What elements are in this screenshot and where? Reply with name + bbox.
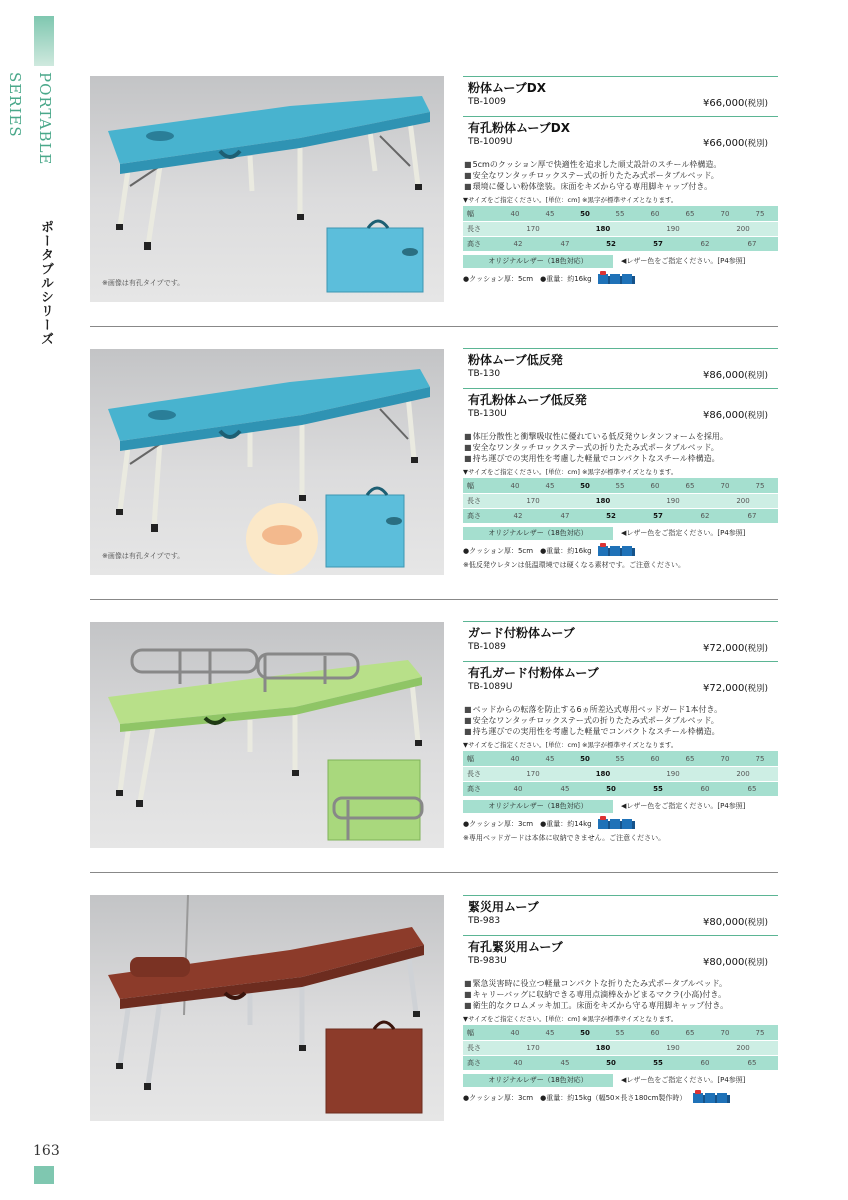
- series-title-en: PORTABLE SERIES: [6, 72, 54, 166]
- model-price: ¥86,000(税別): [703, 370, 768, 381]
- size-row-height: 高さ 42 47 52 57 62 67: [463, 508, 778, 523]
- leather-button: オリジナルレザー（18色対応）: [463, 255, 613, 268]
- size-row-length: 長さ 170 180 190 200: [463, 493, 778, 508]
- size-row-length: 長さ 170 180 190 200: [463, 766, 778, 781]
- model-price: ¥72,000(税別): [703, 643, 768, 654]
- feature-list: [463, 978, 778, 1011]
- model-name: 粉体ムーブ低反発: [468, 353, 563, 367]
- series-title-jp: ポータブルシリーズ: [38, 220, 53, 346]
- size-row-length: 長さ 170 180 190 200: [463, 1040, 778, 1055]
- color-cubes-icon: [693, 1093, 727, 1103]
- color-cubes-icon: [598, 546, 632, 556]
- feature-item: ■ 持ち運びでの実用性を考慮した軽量でコンパクトなスチール枠構造。: [464, 453, 778, 464]
- spec-line: ●クッション厚：3cm ●重量：約15kg（幅50×長さ180cm製作時）: [463, 1090, 778, 1106]
- size-row-width: 幅 40 45 50 55 60 65 70 75: [463, 206, 778, 221]
- product-info-tb130: [463, 348, 778, 571]
- leather-note: ◀レザー色をご指定ください。[P4参照]: [621, 257, 746, 265]
- size-table: [463, 1025, 778, 1070]
- feature-item: ■ 5cmのクッション厚で快適性を追求した頑丈設計のスチール枠構造。: [464, 159, 778, 170]
- leather-note: ◀レザー色をご指定ください。[P4参照]: [621, 802, 746, 810]
- model-code: TB-1009: [468, 97, 506, 107]
- size-note: ▼サイズをご指定ください。[単位：cm] ※黒字が標準サイズとなります。: [463, 196, 678, 204]
- model-price: ¥66,000(税別): [703, 138, 768, 149]
- feature-item: ■ ベッドからの転落を防止する6ヵ所差込式専用ベッドガード1本付き。: [464, 704, 778, 715]
- model-price: ¥66,000(税別): [703, 98, 768, 109]
- product-photo-tb1089: [90, 622, 444, 848]
- feature-list: [463, 704, 778, 737]
- product-info-tb1009: [463, 76, 778, 287]
- spine-accent-bottom: [34, 1166, 54, 1184]
- color-cubes-icon: [598, 819, 632, 829]
- model-price: ¥72,000(税別): [703, 683, 768, 694]
- photo-note: ※画像は有孔タイプです。: [102, 552, 185, 560]
- color-cubes-icon: [598, 274, 632, 284]
- product-info-tb983: [463, 895, 778, 1106]
- model-row: [463, 116, 778, 156]
- feature-list: [463, 431, 778, 464]
- size-row-width: 幅 40 45 50 55 60 65 70 75: [463, 1025, 778, 1040]
- size-note: ▼サイズをご指定ください。[単位：cm] ※黒字が標準サイズとなります。: [463, 468, 678, 476]
- size-row-length: 長さ 170 180 190 200: [463, 221, 778, 236]
- model-price: ¥80,000(税別): [703, 957, 768, 968]
- model-code: TB-983: [468, 916, 501, 926]
- photo-note: ※画像は有孔タイプです。: [102, 279, 185, 287]
- model-row: [463, 661, 778, 701]
- size-row-height: 高さ 42 47 52 57 62 67: [463, 236, 778, 251]
- model-name: ガード付粉体ムーブ: [468, 626, 575, 640]
- model-row: [463, 935, 778, 975]
- size-table: [463, 206, 778, 251]
- size-row-width: 幅 40 45 50 55 60 65 70 75: [463, 751, 778, 766]
- model-code: TB-130: [468, 369, 501, 379]
- size-row-height: 高さ 40 45 50 55 60 65: [463, 1055, 778, 1070]
- leather-line: [463, 799, 778, 815]
- page-number: 163: [33, 1143, 60, 1159]
- model-name: 粉体ムーブDX: [468, 81, 547, 95]
- spine-accent-top: [34, 16, 54, 66]
- feature-item: ■ 持ち運びでの実用性を考慮した軽量でコンパクトなスチール枠構造。: [464, 726, 778, 737]
- section-divider: [90, 872, 778, 873]
- leather-note: ◀レザー色をご指定ください。[P4参照]: [621, 529, 746, 537]
- model-code: TB-1009U: [468, 137, 513, 147]
- feature-item: ■ キャリーバッグに収納できる専用点滴棒＆かどまるマクラ(小高)付き。: [464, 989, 778, 1000]
- feature-item: ■ 安全なワンタッチロックステー式の折りたたみ式ポータブルベッド。: [464, 170, 778, 181]
- feature-item: ■ 緊急災害時に役立つ軽量コンパクトな折りたたみ式ポータブルベッド。: [464, 978, 778, 989]
- model-code: TB-1089U: [468, 682, 513, 692]
- model-name: 緊災用ムーブ: [468, 900, 539, 914]
- product-photo-tb1009: [90, 76, 444, 302]
- size-row-height: 高さ 40 45 50 55 60 65: [463, 781, 778, 796]
- extra-note: ※専用ベッドガードは本体に収納できません。ご注意ください。: [463, 834, 666, 842]
- product-photo-tb130: [90, 349, 444, 575]
- leather-button: オリジナルレザー（18色対応）: [463, 800, 613, 813]
- model-code: TB-983U: [468, 956, 507, 966]
- size-table: [463, 478, 778, 523]
- feature-item: ■ 安全なワンタッチロックステー式の折りたたみ式ポータブルベッド。: [464, 715, 778, 726]
- size-note: ▼サイズをご指定ください。[単位：cm] ※黒字が標準サイズとなります。: [463, 741, 678, 749]
- feature-list: [463, 159, 778, 192]
- model-name: 有孔ガード付粉体ムーブ: [468, 666, 599, 680]
- model-code: TB-1089: [468, 642, 506, 652]
- feature-item: ■ 環境に優しい粉体塗装。床面をキズから守る専用脚キャップ付き。: [464, 181, 778, 192]
- leather-button: オリジナルレザー（18色対応）: [463, 1074, 613, 1087]
- spec-line: ●クッション厚：5cm ●重量：約16kg: [463, 271, 778, 287]
- model-name: 有孔粉体ムーブDX: [468, 121, 571, 135]
- product-info-tb1089: [463, 621, 778, 844]
- model-row: [463, 348, 778, 388]
- model-row: [463, 76, 778, 116]
- model-name: 有孔緊災用ムーブ: [468, 940, 563, 954]
- feature-item: ■ 安全なワンタッチロックステー式の折りたたみ式ポータブルベッド。: [464, 442, 778, 453]
- leather-line: [463, 526, 778, 542]
- model-price: ¥86,000(税別): [703, 410, 768, 421]
- model-price: ¥80,000(税別): [703, 917, 768, 928]
- section-divider: [90, 326, 778, 327]
- model-row: [463, 621, 778, 661]
- leather-note: ◀レザー色をご指定ください。[P4参照]: [621, 1076, 746, 1084]
- feature-item: ■ 衛生的なクロムメッキ加工。床面をキズから守る専用脚キャップ付き。: [464, 1000, 778, 1011]
- leather-line: [463, 1073, 778, 1089]
- feature-item: ■ 体圧分散性と衝撃吸収性に優れている低反発ウレタンフォームを採用。: [464, 431, 778, 442]
- model-code: TB-130U: [468, 409, 507, 419]
- leather-line: [463, 254, 778, 270]
- section-divider: [90, 599, 778, 600]
- leather-button: オリジナルレザー（18色対応）: [463, 527, 613, 540]
- size-row-width: 幅 40 45 50 55 60 65 70 75: [463, 478, 778, 493]
- spec-line: ●クッション厚：3cm ●重量：約14kg: [463, 816, 778, 832]
- extra-note: ※低反発ウレタンは低温環境では硬くなる素材です。ご注意ください。: [463, 561, 686, 569]
- model-row: [463, 388, 778, 428]
- product-photo-tb983: [90, 895, 444, 1121]
- model-name: 有孔粉体ムーブ低反発: [468, 393, 587, 407]
- model-row: [463, 895, 778, 935]
- spec-line: ●クッション厚：5cm ●重量：約16kg: [463, 543, 778, 559]
- size-note: ▼サイズをご指定ください。[単位：cm] ※黒字が標準サイズとなります。: [463, 1015, 678, 1023]
- size-table: [463, 751, 778, 796]
